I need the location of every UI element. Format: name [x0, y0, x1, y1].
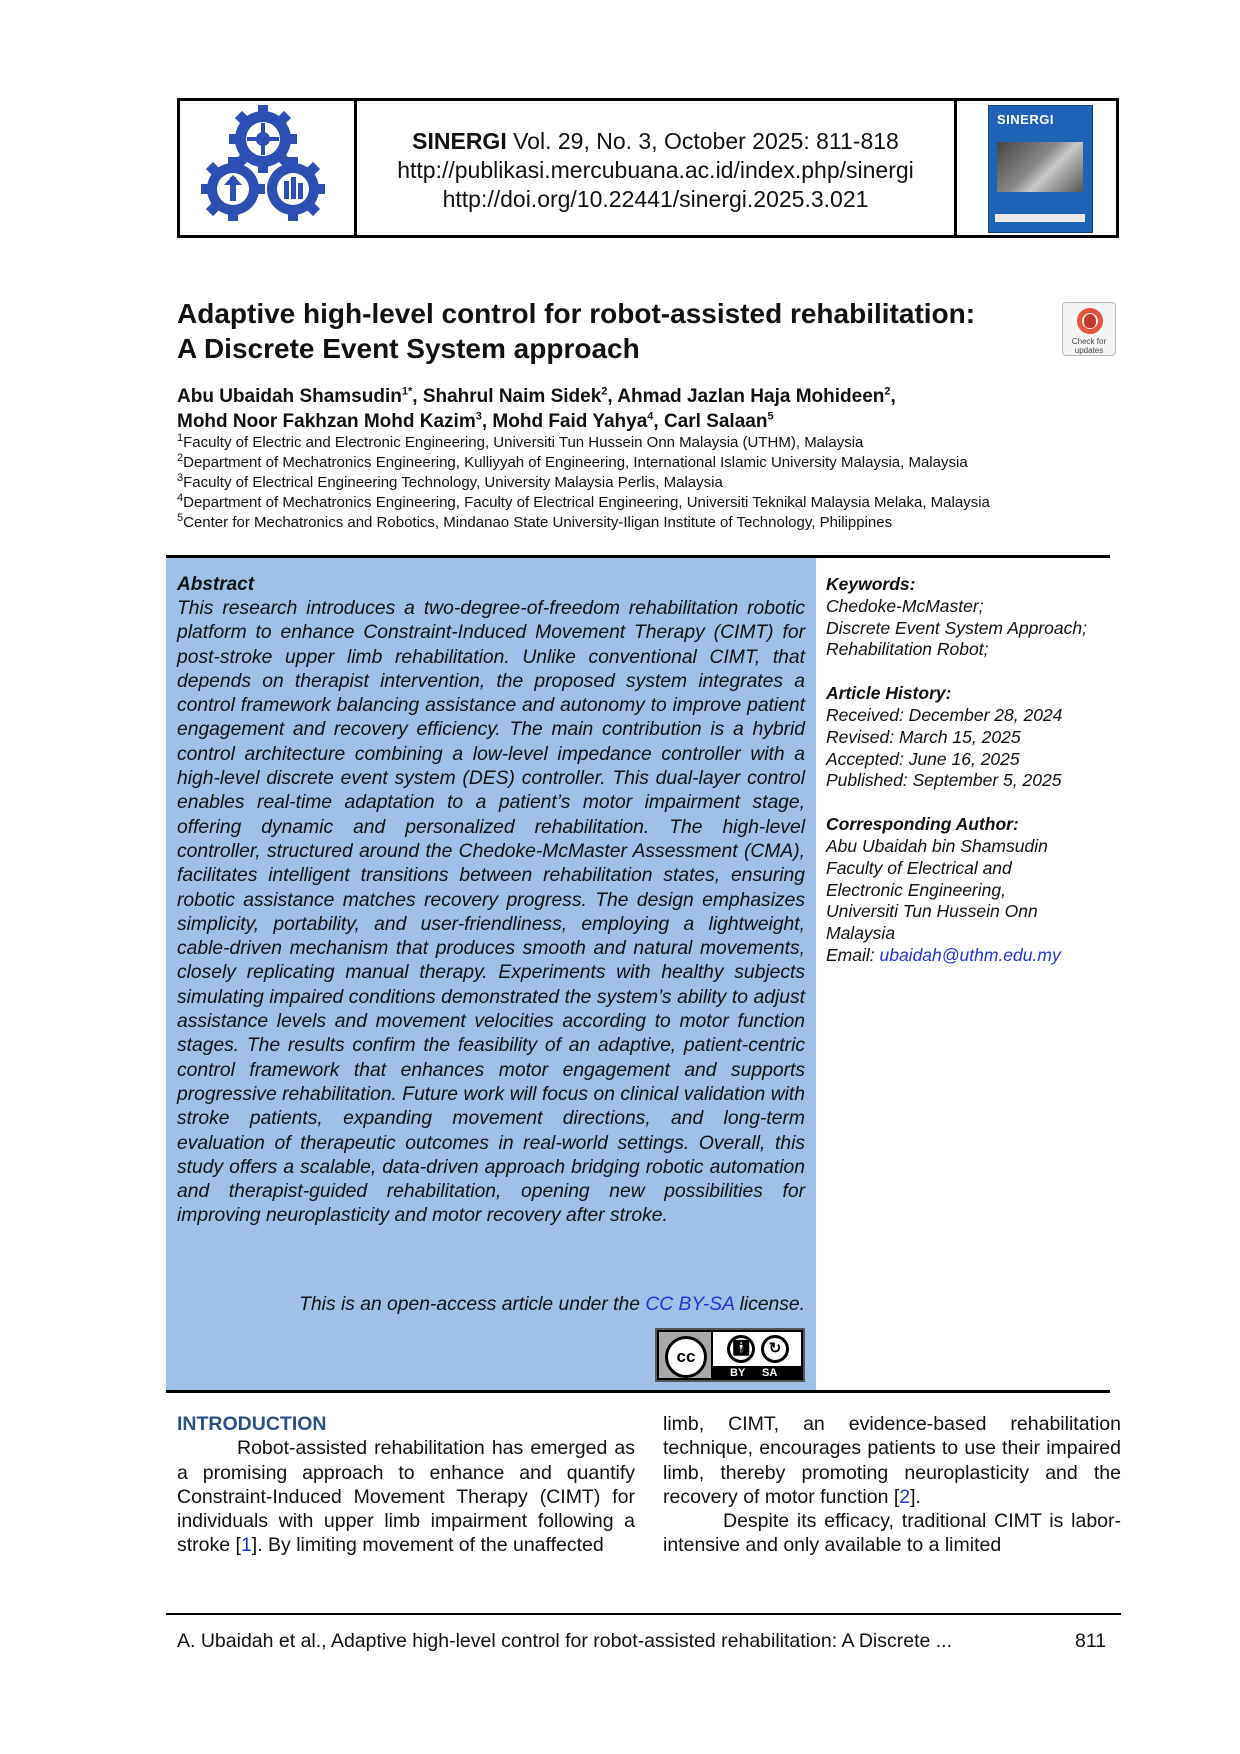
share-alike-icon: ↻	[761, 1335, 789, 1363]
author-sup: 1*	[401, 385, 413, 398]
affiliation-item	[177, 433, 1137, 453]
intro-text: Robot-assisted rehabilitation has emerged as a promising approach to enhance and quantify Constraint-Induced Movement Therapy (CIMT) for individuals with upper limb impairment following a stroke [	[177, 1437, 635, 1557]
article-info-sidebar	[826, 574, 1106, 967]
by-label: BY	[730, 1367, 746, 1379]
check-updates-label: Check for updates	[1071, 337, 1107, 355]
author-name: Ahmad Jazlan Haja Mohideen	[617, 386, 885, 407]
intro-right-column	[663, 1412, 1121, 1558]
citation-link[interactable]: 1	[240, 1534, 252, 1557]
affiliation-text: Department of Mechatronics Engineering, Faculty of Electrical Engineering, Universiti Teknikal Malaysia Melaka, Malaysia	[183, 494, 990, 511]
affiliation-sup: 1	[177, 432, 184, 444]
title-line-1: Adaptive high-level control for robot-assisted rehabilitation:	[177, 298, 976, 329]
history-published: Published: September 5, 2025	[826, 770, 1062, 791]
affiliation-item	[177, 493, 1137, 513]
keyword-item: Rehabilitation Robot;	[826, 639, 989, 660]
author-name: Mohd Noor Fakhzan Mohd Kazim	[177, 411, 476, 432]
cover-strip	[995, 214, 1085, 222]
author-sup: 3	[475, 410, 482, 423]
license-suffix: license.	[734, 1294, 805, 1315]
intro-paragraph	[663, 1412, 1121, 1509]
history-received: Received: December 28, 2024	[826, 704, 1063, 725]
affiliation-list	[177, 433, 1137, 533]
author-sup: 5	[767, 410, 774, 423]
author-line-1: Abu Ubaidah Shamsudin$^{1*}$, Shahrul Naim Sidek$^2$, Ahmad Jazlan Haja Mohideen$^2$,	[177, 385, 896, 407]
affiliation-item	[177, 473, 1137, 493]
affiliation-sup: 2	[177, 452, 184, 464]
journal-name: SINERGI	[412, 128, 507, 154]
affiliation-sup: 4	[177, 492, 184, 504]
footer-divider	[166, 1613, 1121, 1615]
keywords-heading: Keywords:	[826, 574, 916, 594]
journal-doi[interactable]: http://doi.org/10.22441/sinergi.2025.3.021	[442, 186, 869, 212]
corresponding-email-line	[826, 945, 1106, 967]
license-prefix: This is an open-access article under the	[299, 1294, 646, 1315]
abstract-text: This research introduces a two-degree-of-freedom rehabilitation robotic platform to enhance Constraint-Induced Movement Therapy (CIMT) for post-stroke upper limb rehabilitation. Unlike conventional CIMT, that depends on therapist intervention, the proposed system integrates a control framework balancing assistance and autonomy to improve patient engagement and recovery efficiency. The main contribution is a hybrid control architecture combining a low-level impedance controller with a high-level discrete event system (DES) controller. This dual-layer control enables real-time adaptation to a patient’s motor impairment stage, offering dynamic and personalized rehabilitation. The high-level controller, structured around the Chedoke-McMaster Assessment (CMA), facilitates intelligent transitions between rehabilitation states, ensuring robotic assistance matches recovery progress. The design emphasizes simplicity, portability, and user-friendliness, employing a lightweight, cable-driven mechanism that produces smooth and natural movements, closely replicating manual therapy. Experiments with healthy subjects simulating impaired conditions demonstrated the system’s ability to adjust assistance levels and movement velocities according to motor function stages. The results confirm the feasibility of an adaptive, patient-centric control framework that enhances motor engagement and supports progressive rehabilitation. Future work will focus on clinical validation with stroke patients, expanding movement directions, and long-term evaluation of therapeutic outcomes in real-world settings. Overall, this study offers a scalable, data-driven approach bridging robotic automation and therapist-guided rehabilitation, opening new possibilities for improving neuroplasticity and motor recovery after stroke.	[177, 598, 805, 1227]
bookmark-icon	[1084, 314, 1096, 328]
journal-logo	[180, 101, 357, 235]
sa-label: SA	[762, 1367, 778, 1379]
affiliation-text: Department of Mechatronics Engineering, Kulliyyah of Engineering, International Islamic University Malaysia, Malaysia	[183, 454, 968, 471]
journal-volume: Vol. 29, No. 3, October 2025: 811-818	[506, 128, 899, 154]
gear-logo-icon	[180, 101, 354, 235]
intro-text: ].	[910, 1485, 921, 1508]
corresponding-name: Abu Ubaidah bin Shamsudin	[826, 835, 1048, 856]
cc-icon: cc	[665, 1336, 707, 1378]
affiliation-text: Center for Mechatronics and Robotics, Mindanao State University-Iligan Institute of Technology, Philippines	[183, 514, 893, 531]
corresponding-affiliation: Faculty of Electrical and Electronic Engineering, Universiti Tun Hussein Onn Malaysia	[826, 857, 1038, 944]
intro-text: limb, CIMT, an evidence-based rehabilitation technique, encourages patients to use their impaired limb, thereby promoting neuroplasticity and the recovery of motor function [	[663, 1413, 1121, 1508]
abstract-panel	[166, 558, 816, 1390]
affiliation-item	[177, 513, 1137, 533]
affiliation-item	[177, 453, 1137, 473]
email-label: Email:	[826, 944, 880, 965]
cc-by-sa-link[interactable]: CC BY-SA	[645, 1294, 735, 1315]
cc-badge-right	[713, 1332, 801, 1366]
journal-info	[357, 101, 957, 235]
cc-badge-left	[659, 1332, 711, 1378]
paper-title	[177, 296, 1037, 366]
title-line-2: A Discrete Event System approach	[177, 333, 640, 364]
keyword-item: Discrete Event System Approach;	[826, 617, 1087, 638]
abstract-section	[166, 555, 1110, 1393]
license-statement	[177, 1294, 805, 1316]
history-revised: Revised: March 15, 2025	[826, 726, 1021, 747]
author-name: Carl Salaan	[663, 411, 768, 432]
journal-header	[177, 98, 1119, 238]
affiliation-sup: 3	[177, 472, 184, 484]
corresponding-heading: Corresponding Author:	[826, 814, 1019, 835]
journal-cover-cell	[957, 101, 1116, 235]
intro-text: ]. By limiting movement of the unaffected	[251, 1534, 604, 1557]
history-heading: Article History:	[826, 683, 952, 704]
journal-citation-line	[357, 127, 954, 156]
intro-left-column	[177, 1412, 635, 1558]
affiliation-text: Faculty of Electrical Engineering Technology, University Malaysia Perlis, Malaysia	[183, 474, 723, 491]
cover-title: SINERGI	[997, 112, 1054, 127]
author-line-2: Mohd Noor Fakhzan Mohd Kazim$^3$, Mohd Faid Yahya$^4$, Carl Salaan$^5$	[177, 410, 774, 432]
author-sup: 4	[647, 410, 654, 423]
cc-by-sa-badge[interactable]	[655, 1328, 805, 1382]
journal-url[interactable]: http://publikasi.mercubuana.ac.id/index.php/sinergi	[397, 157, 914, 183]
abstract-heading: Abstract	[177, 574, 255, 595]
affiliation-text: Faculty of Electric and Electronic Engineering, Universiti Tun Hussein Onn Malaysia (UTHM), Malaysia	[183, 434, 864, 451]
attribution-icon: 🚹︎	[727, 1335, 755, 1363]
introduction-heading: INTRODUCTION	[177, 1413, 327, 1435]
keyword-item: Chedoke-McMaster;	[826, 595, 984, 616]
running-footer: A. Ubaidah et al., Adaptive high-level control for robot-assisted rehabilitation: A Discrete ...	[177, 1630, 953, 1652]
journal-cover-image	[988, 105, 1093, 233]
cover-photo	[997, 142, 1083, 192]
author-name: Abu Ubaidah Shamsudin	[177, 386, 402, 407]
author-sup: 2	[884, 385, 891, 398]
email-link[interactable]: ubaidah@uthm.edu.my	[879, 944, 1061, 965]
author-list	[177, 384, 1097, 434]
history-accepted: Accepted: June 16, 2025	[826, 748, 1020, 769]
author-name: Shahrul Naim Sidek	[422, 386, 602, 407]
affiliation-sup: 5	[177, 512, 184, 524]
citation-link[interactable]: 2	[899, 1485, 911, 1508]
intro-paragraph: Despite its efficacy, traditional CIMT is labor-intensive and only available to a limited	[663, 1510, 1121, 1557]
author-name: Mohd Faid Yahya	[492, 411, 648, 432]
check-for-updates-badge[interactable]	[1062, 302, 1116, 356]
page-number: 811	[1075, 1630, 1107, 1652]
intro-paragraph	[177, 1436, 635, 1557]
author-sup: 2	[601, 385, 608, 398]
